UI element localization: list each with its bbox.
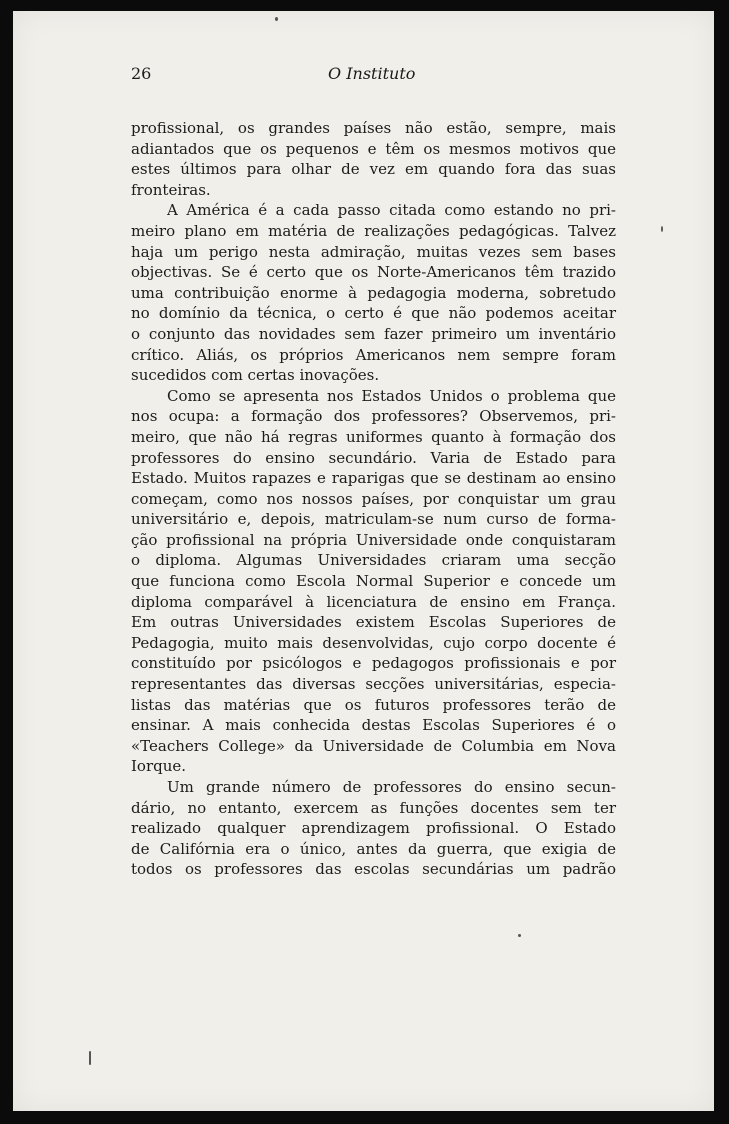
text-line: ção profissional na própria Universidade onde conquistaram: [131, 530, 616, 549]
text-line: meiro, que não há regras uniformes quanto à formação dos: [131, 427, 616, 446]
text-line: fronteiras.: [131, 180, 211, 199]
text-line: sucedidos com certas inovações.: [131, 366, 380, 385]
text-line: Em outras Universidades existem Escolas Superiores de: [131, 613, 616, 632]
text-line: realizado qualquer aprendizagem profissional. O Estado: [131, 819, 616, 838]
text-line: ensinar. A mais conhecida destas Escolas Superiores é o: [131, 716, 616, 735]
text-line: Estado. Muitos rapazes e raparigas que se destinam ao ensino: [131, 469, 616, 488]
text-line: representantes das diversas secções universitárias, especia-: [131, 675, 616, 694]
text-line: diploma comparável à licenciatura de ensino em França.: [131, 592, 616, 611]
body-text: [131, 118, 616, 880]
text-line: «Teachers College» da Universidade de Columbia em Nova: [131, 736, 616, 755]
ink-speck: [275, 17, 278, 21]
text-line: Um grande número de professores do ensino secun-: [167, 778, 616, 796]
running-title: O Instituto: [328, 64, 416, 83]
text-line: começam, como nos nossos países, por conquistar um grau: [131, 489, 616, 508]
text-line: constituído por psicólogos e pedagogos profissionais e por: [131, 654, 616, 673]
text-line: dário, no entanto, exercem as funções docentes sem ter: [131, 798, 616, 817]
text-line: no domínio da técnica, o certo é que não podemos aceitar: [131, 304, 616, 323]
text-line: Iorque.: [131, 757, 187, 776]
text-line: Pedagogia, muito mais desenvolvidas, cujo corpo docente é: [131, 633, 616, 652]
text-line: profissional, os grandes países não estão, sempre, mais: [131, 119, 616, 137]
paragraph-2: [131, 200, 616, 385]
paragraph-3: [131, 386, 616, 777]
text-line: que funciona como Escola Normal Superior e concede um: [131, 572, 616, 591]
text-line: professores do ensino secundário. Varia de Estado para: [131, 448, 616, 467]
text-line: todos os professores das escolas secundárias um padrão: [131, 860, 616, 879]
text-line: objectivas. Se é certo que os Norte-Americanos têm trazido: [131, 263, 616, 282]
text-line: universitário e, depois, matriculam-se num curso de forma-: [131, 510, 616, 529]
text-line: adiantados que os pequenos e têm os mesmos motivos que: [131, 139, 616, 158]
text-line: listas das matérias que os futuros professores terão de: [131, 695, 616, 714]
text-line: haja um perigo nesta admiração, muitas vezes sem bases: [131, 242, 616, 261]
text-line: crítico. Aliás, os próprios Americanos nem sempre foram: [131, 345, 616, 364]
ink-speck: [89, 1051, 91, 1065]
page-number: 26: [131, 64, 152, 83]
text-line: estes últimos para olhar de vez em quando fora das suas: [131, 160, 616, 179]
paragraph-4: [131, 777, 616, 880]
text-line: nos ocupa: a formação dos professores? Observemos, pri-: [131, 407, 616, 426]
text-line: o conjunto das novidades sem fazer primeiro um inventário: [131, 324, 616, 343]
text-line: meiro plano em matéria de realizações pedagógicas. Talvez: [131, 221, 616, 240]
text-line: de Califórnia era o único, antes da guerra, que exigia de: [131, 839, 616, 858]
ink-speck: [661, 226, 663, 232]
text-line: uma contribuição enorme à pedagogia moderna, sobretudo: [131, 283, 616, 302]
ink-speck: [518, 934, 521, 937]
text-line: A América é a cada passo citada como estando no pri-: [167, 201, 616, 220]
text-line: Como se apresenta nos Estados Unidos o problema que: [167, 386, 616, 405]
paragraph-1: [131, 118, 616, 200]
text-line: o diploma. Algumas Universidades criaram uma secção: [131, 551, 616, 570]
